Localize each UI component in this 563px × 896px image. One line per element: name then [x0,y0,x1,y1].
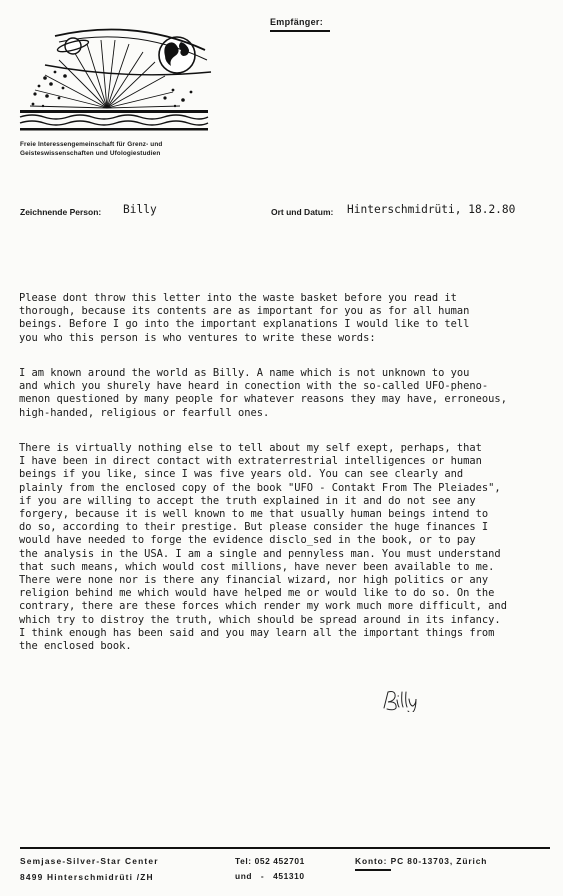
footer-center-name: Semjase-Silver-Star Center [20,856,159,866]
footer-address: 8499 Hinterschmidrüti /ZH [20,872,154,882]
place-date-label: Ort und Datum: [271,207,334,217]
account-underline [355,869,391,871]
organization-name: Freie Interessengemeinschaft für Grenz- und Geisteswissenschaften und Ufologiestudien [20,141,163,157]
footer-phone-2: und - 451310 [235,871,305,881]
footer-account: Konto: PC 80-13703, Zürich [355,856,488,866]
footer-rule [20,847,550,849]
paragraph-3: There is virtually nothing else to tell about my self exept, perhaps, that I have been in direct contact with extraterrestrial intelligences or human beings if you like, since I was five years old. You can see clearly and plainly from the enclosed copy of the book "UFO - Contakt From The Pleiades", if you are willing to accept the truth explained in it and do not see any forgery, because it is well known to me that usually human beings intend to do so, according to their prestige. But please consider the huge finances I would have needed to forge the evidence disclo_sed in the book, or to pay the analysis in the USA. I am a single and pennyless man. You must understand that such means, which would cost millions, have never been available to me. There were none nor is there any financial wizard, nor high politics or any religion behind me which would have helped me or would like to do so. On the contrary, there are these forces which render my work much more difficult, and which try to distroy the truth, which should be spread around in its infancy. I think enough has been said and you may learn all the important things from the enclosed book. [19,442,507,653]
sender-value: Billy [123,203,157,216]
recipient-underline [270,30,330,32]
place-date-value: Hinterschmidrüti, 18.2.80 [347,203,516,216]
organization-logo [15,20,215,132]
recipient-label: Empfänger: [270,17,324,27]
footer-phone-1: Tel: 052 452701 [235,856,305,866]
handwritten-signature [380,688,420,712]
paragraph-1: Please dont throw this letter into the waste basket before you read it thorough, because its contents are as important for you as for all human beings. Before I go into the important explanations I would like to tell you who this person is who ventures to write these words: [19,292,470,344]
paragraph-2: I am known around the world as Billy. A name which is not unknown to you and which you shurely have heard in conection with the so-called UFO-pheno- menon questioned by many people for whatever reasons they may have, erroneous, high-handed, religious or fearfull ones. [19,367,507,419]
sender-label: Zeichnende Person: [20,207,102,217]
